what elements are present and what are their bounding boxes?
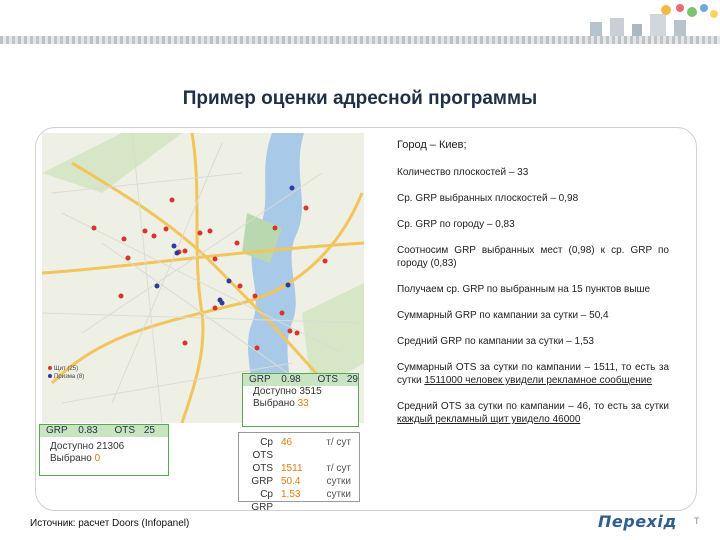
totals-value: 1511 — [281, 463, 303, 474]
totals-unit: т/ сут — [326, 437, 351, 448]
totals-row — [239, 436, 359, 462]
chosen-label: Выбрано — [50, 453, 92, 464]
grp-value: 0.98 — [281, 374, 301, 385]
totals-unit: сутки — [326, 476, 351, 487]
red-dot-icon — [48, 366, 52, 370]
avg-ots-text: Средний OTS за сутки по кампании – 46, то есть за сутки — [397, 401, 669, 412]
available-label: Доступно — [253, 386, 297, 397]
brand-logo-mark: Т — [694, 516, 700, 526]
ots-value: 29 — [346, 374, 358, 385]
grp-label: GRP — [249, 374, 271, 385]
ots-text: то есть за сутки — [397, 362, 669, 386]
totals-value: 1.53 — [281, 489, 301, 500]
legend-label: Щит (25) — [54, 366, 79, 372]
selected-stats-box — [242, 373, 359, 427]
map-legend — [48, 365, 84, 381]
ots-label: OTS — [317, 374, 339, 385]
available-label: Доступно — [50, 441, 94, 452]
totals-unit: сутки — [326, 489, 351, 500]
chosen-label: Выбрано — [253, 398, 295, 409]
chosen-row — [40, 453, 168, 465]
avg-ots-highlight: каждый рекламный щит увидело 46000 — [397, 414, 581, 425]
city-line: Город – Киев; — [397, 139, 467, 151]
ots-label: OTS — [114, 425, 136, 436]
chosen-row — [243, 398, 358, 410]
ots-value: 25 — [143, 425, 155, 436]
ots-line — [397, 361, 669, 387]
available-value: 21306 — [96, 441, 125, 452]
blue-dot-icon — [48, 374, 52, 378]
totals-row — [239, 475, 359, 488]
avg-ots-line — [397, 400, 669, 426]
city-stats-header — [40, 425, 168, 437]
totals-row — [239, 462, 359, 475]
totals-value: 46 — [281, 437, 293, 448]
ratio-line: Соотносим GRP выбранных мест (0,98) к ср. GRP по городу (0,83) — [397, 245, 669, 269]
planes-count-line: Количество плоскостей – 33 — [397, 167, 529, 178]
avg-grp-city-line: Ср. GRP по городу – 0,83 — [397, 219, 515, 230]
legend-label: Призма (8) — [54, 374, 85, 380]
totals-unit: т/ сут — [326, 463, 351, 474]
avg-grp-selected-line: Ср. GRP выбранных плоскостей – 0,98 — [397, 193, 579, 204]
totals-label: Ср GRP — [251, 489, 273, 513]
grp-label: GRP — [46, 425, 68, 436]
totals-label: OTS — [252, 463, 273, 474]
selected-stats-header — [243, 374, 358, 386]
available-row — [40, 441, 168, 453]
ots-highlight: 1511000 человек увидели рекламное сообщение — [424, 375, 652, 386]
totals-value: 50.4 — [281, 476, 301, 487]
chosen-value: 33 — [297, 398, 309, 409]
ots-text: Суммарный OTS за сутки по кампании – 1511, — [397, 362, 618, 373]
chosen-value: 0 — [94, 453, 101, 464]
legend-item-shield — [48, 365, 84, 373]
brand-logo: Перехід — [598, 512, 677, 531]
header-illustration — [570, 0, 720, 60]
city-stats-box — [39, 424, 169, 476]
totals-box — [238, 432, 360, 513]
legend-item-prism — [48, 373, 84, 381]
page-title: Пример оценки адресной программы — [182, 88, 538, 109]
source-note: Источник: расчет Doors (Infopanel) — [30, 518, 190, 529]
available-value: 3515 — [299, 386, 322, 397]
totals-label: GRP — [251, 476, 273, 487]
totals-label: Ср OTS — [252, 437, 273, 461]
analysis-text — [397, 139, 669, 439]
available-row — [243, 386, 358, 398]
total-grp-line: Суммарный GRP по кампании за сутки – 50,4 — [397, 310, 609, 321]
result-line: Получаем ср. GRP по выбранным на 15 пунктов выше — [397, 284, 651, 295]
avg-grp-day-line: Средний GRP по кампании за сутки – 1,53 — [397, 336, 594, 347]
grp-value: 0.83 — [78, 425, 98, 436]
totals-row — [239, 488, 359, 514]
